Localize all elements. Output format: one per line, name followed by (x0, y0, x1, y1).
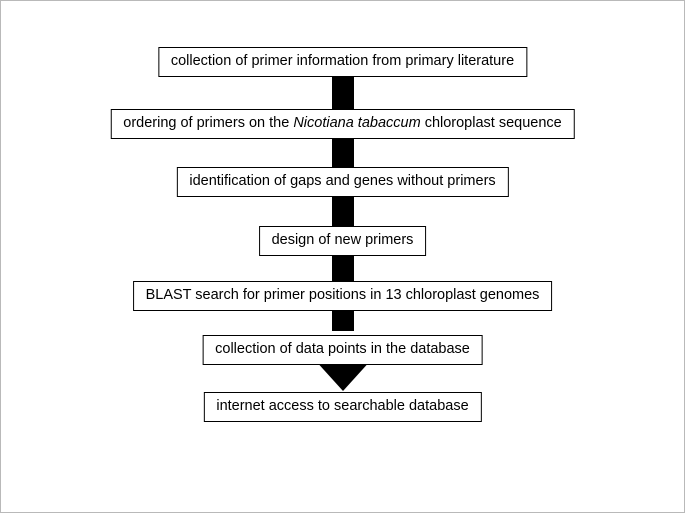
flow-step-4-label: design of new primers (271, 232, 414, 248)
flow-step-1-label: collection of primer information from primary literature (170, 53, 515, 69)
flow-step-6-label: collection of data points in the database (215, 341, 470, 357)
flow-step-6 (202, 335, 483, 365)
flow-step-5-label: BLAST search for primer positions in 13 chloroplast genomes (145, 287, 540, 303)
flow-step-4 (259, 226, 427, 256)
flow-step-2-label-prefix: ordering of primers on the (123, 115, 294, 131)
flow-step-7-label: internet access to searchable database (216, 398, 469, 414)
flow-step-2-label-suffix: chloroplast sequence (420, 115, 562, 131)
flow-step-1 (158, 47, 527, 77)
flow-step-2 (110, 109, 574, 139)
flow-step-2-label-species: Nicotiana tabaccum (293, 115, 421, 131)
flow-step-5 (133, 281, 553, 311)
flow-step-7 (203, 392, 481, 422)
flow-step-3 (176, 167, 508, 197)
flow-step-3-label: identification of gaps and genes without primers (189, 173, 496, 189)
